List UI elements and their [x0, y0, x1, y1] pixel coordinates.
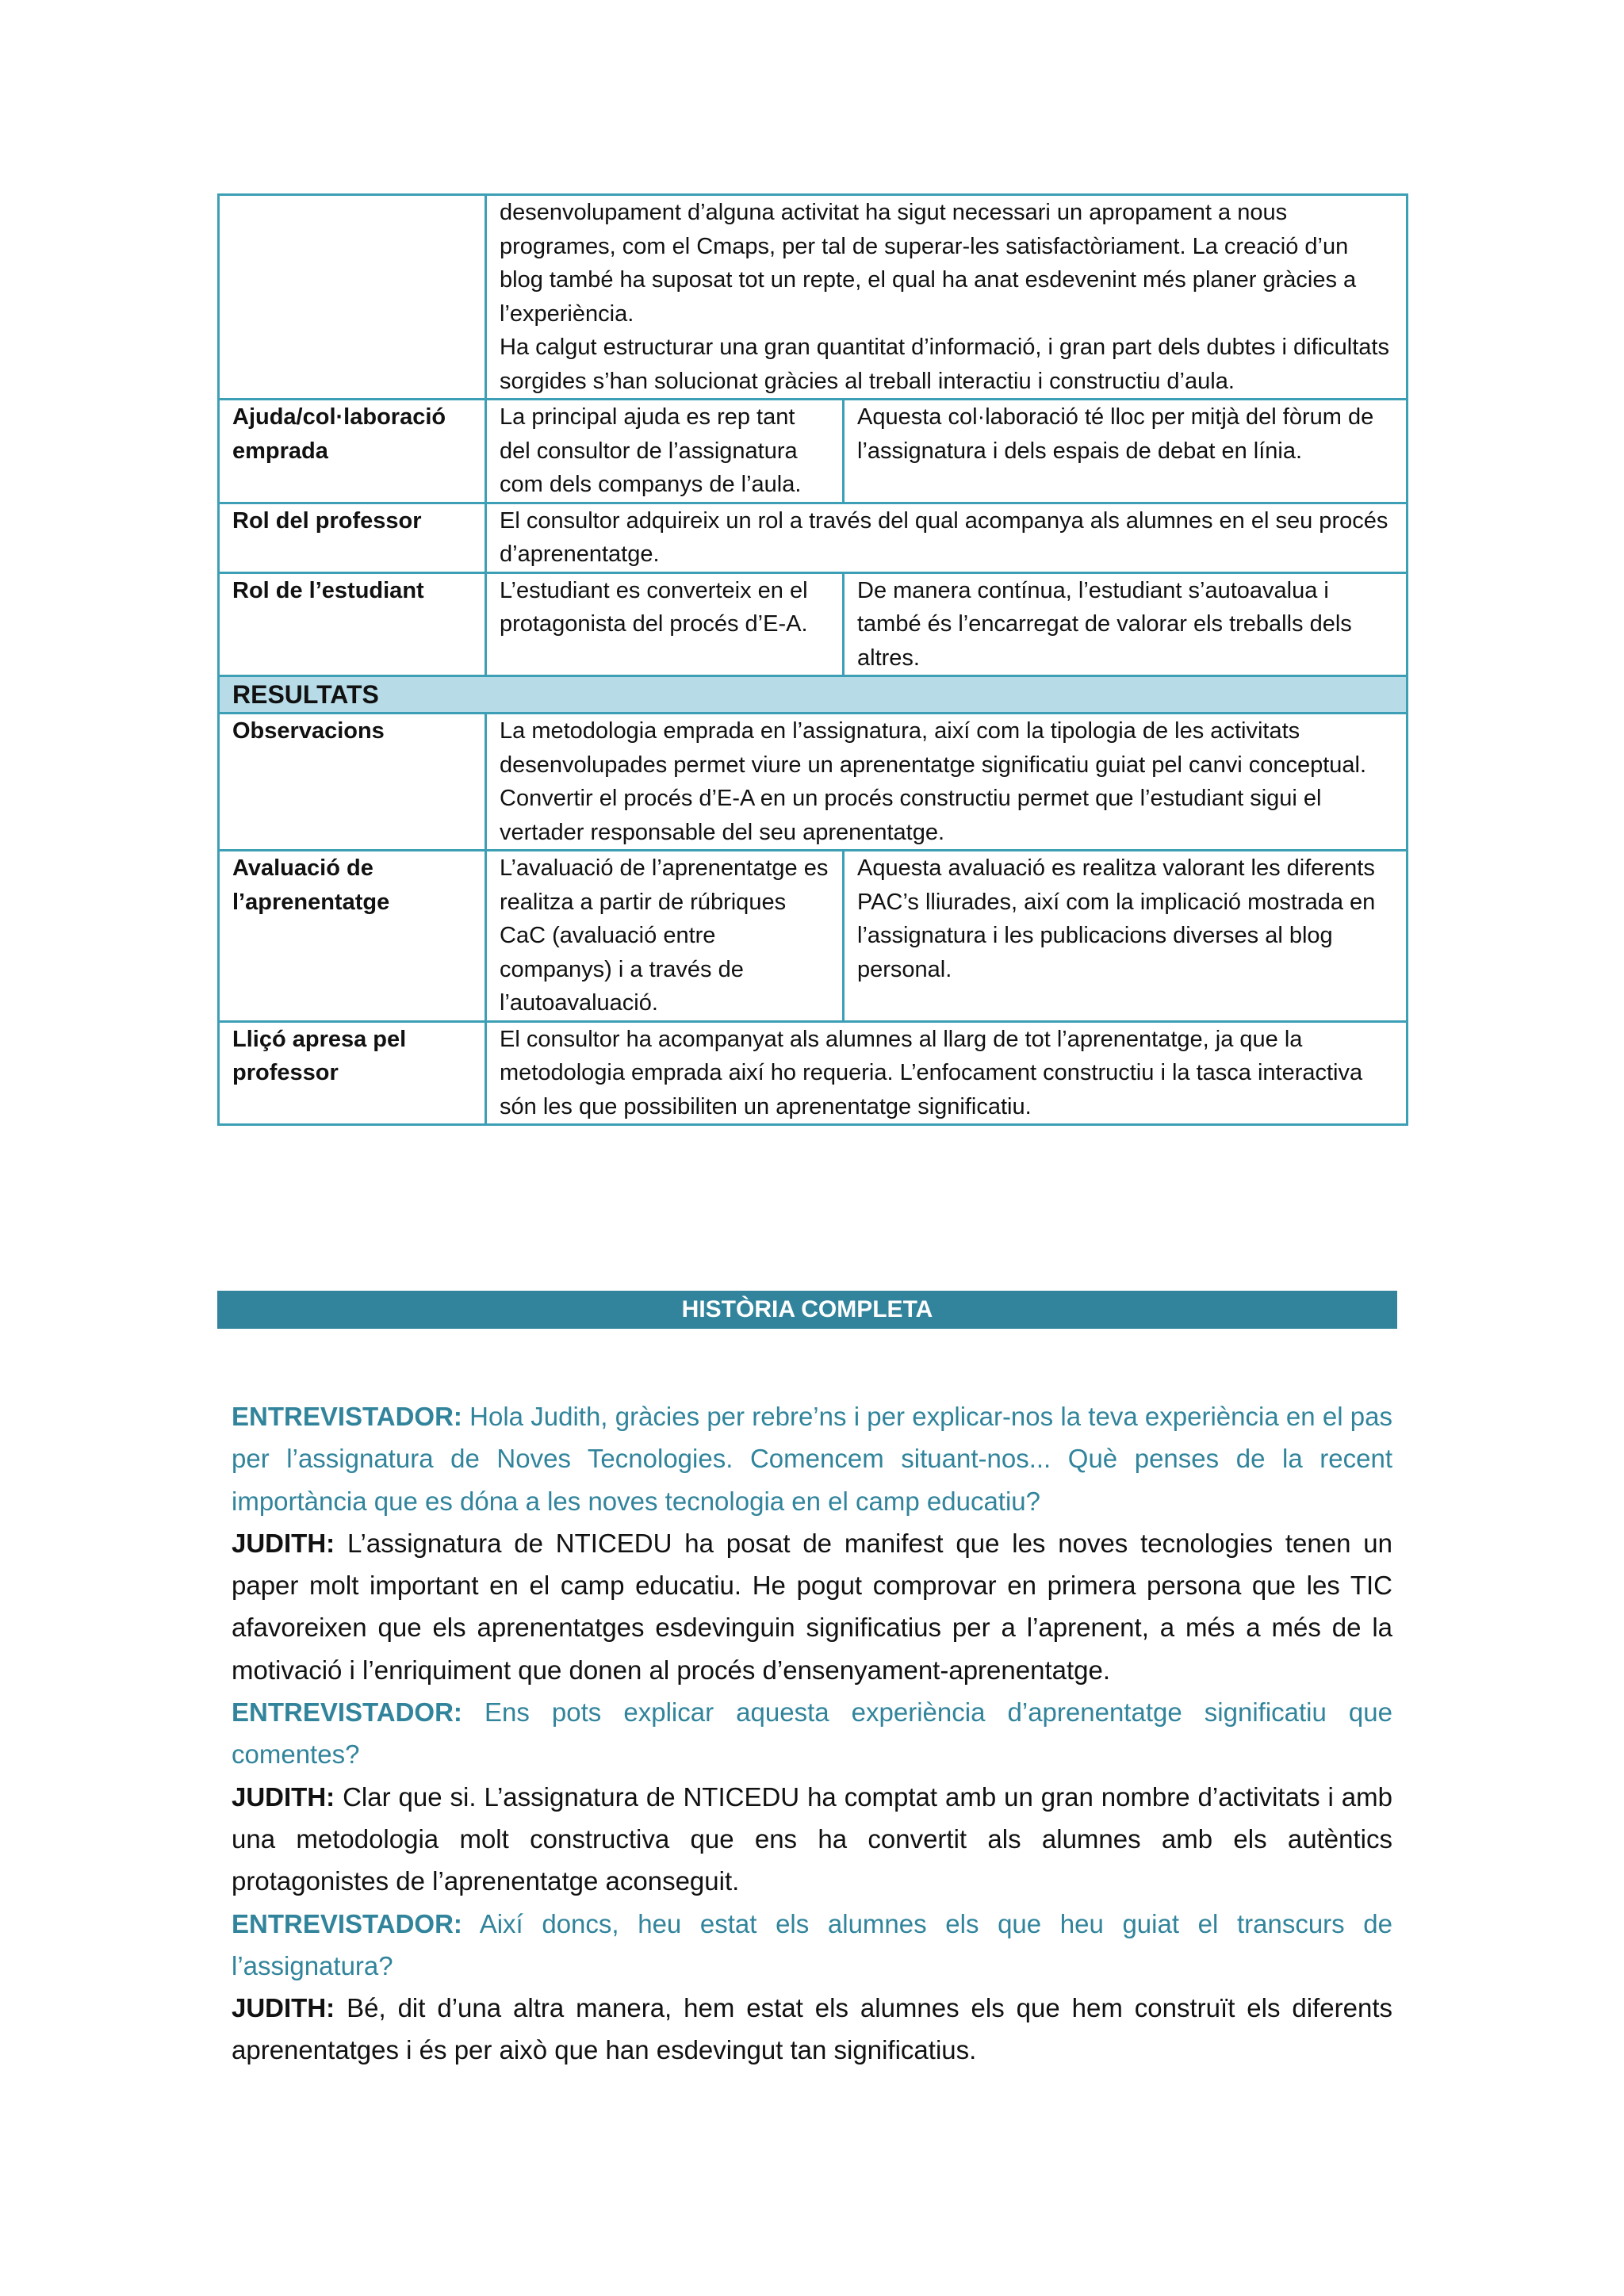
interviewer-paragraph [232, 1395, 1392, 1522]
speaker-label: JUDITH: [232, 1528, 335, 1558]
section-title: RESULTATS [219, 676, 1408, 714]
interview-text [232, 1395, 1392, 2072]
interviewee-paragraph [232, 1987, 1392, 2072]
paragraph-text: Hola Judith, gràcies per rebre’ns i per explicar-nos la teva experiència en el pas per l’assignatura de Noves Tecnologies. Comencem situant-nos... Què penses de la recent importància que es dóna a les noves tecnologia en el camp educatiu? [232, 1402, 1392, 1516]
interviewer-paragraph [232, 1903, 1392, 1988]
cell: De manera contínua, l’estudiant s’autoavalua i també és l’encarregat de valorar els treballs dels altres. [844, 572, 1408, 676]
cell: La metodologia emprada en l’assignatura, així com la tipologia de les activitats desenvolupades permet viure un aprenentatge significatiu guiat pel canvi conceptual. Convertir el procés d’E-A en un procés constructiu permet que l’estudiant sigui el vertader responsable del seu aprenentatge. [486, 714, 1408, 851]
continued-text: desenvolupament d’alguna activitat ha sigut necessari un apropament a nous programes, com el Cmaps, per tal de superar-les satisfactòriament. La creació d’un blog també ha suposat tot un repte, el qual ha anat esdevenint més planer gràcies a l’experiència. [500, 200, 1357, 327]
interviewee-paragraph [232, 1776, 1392, 1903]
speaker-label: ENTREVISTADOR: [232, 1402, 462, 1431]
speaker-label: ENTREVISTADOR: [232, 1908, 462, 1938]
paragraph-text: L’assignatura de NTICEDU ha posat de manifest que les noves tecnologies tenen un paper molt important en el camp educatiu. He pogut comprovar en primera persona que les TIC afavoreixen que els aprenentatges esdevinguin significatius per a l’aprenent, a més a més de la motivació i l’enriquiment que donen al procés d’ensenyament-aprenentatge. [232, 1528, 1392, 1685]
table-row [219, 851, 1408, 1022]
row-label: Rol del professor [219, 503, 486, 572]
paragraph-text: Clar que si. L’assignatura de NTICEDU ha comptat amb un gran nombre d’activitats i amb una metodologia molt constructiva que ens ha convertit als alumnes amb els autèntics protagonistes de l’aprenentatge aconseguit. [232, 1781, 1392, 1896]
speaker-label: JUDITH: [232, 1993, 335, 2023]
section-banner: HISTÒRIA COMPLETA [217, 1291, 1397, 1329]
table-row [219, 400, 1408, 503]
row-label: Avaluació de l’aprenentatge [219, 851, 486, 1022]
table-row [219, 1021, 1408, 1125]
speaker-label: ENTREVISTADOR: [232, 1697, 462, 1728]
empty-label-cell [219, 195, 486, 400]
table-row [219, 572, 1408, 676]
continued-cell [486, 195, 1408, 400]
table-row [219, 195, 1408, 400]
continued-text-2: Ha calgut estructurar una gran quantitat d’informació, i gran part dels dubtes i dificultats sorgides s’han solucionat gràcies al treball interactiu i constructiu d’aula. [500, 335, 1389, 394]
interviewer-paragraph [232, 1691, 1392, 1776]
cell: La principal ajuda es rep tant del consultor de l’assignatura com dels companys de l’aula. [486, 400, 844, 503]
cell: L’estudiant es converteix en el protagonista del procés d’E-A. [486, 572, 844, 676]
experience-table [217, 193, 1408, 1126]
cell: El consultor ha acompanyat als alumnes al llarg de tot l’aprenentatge, ja que la metodologia emprada així ho requeria. L’enfocament constructiu i la tasca interactiva són les que possibiliten un aprenentatge significatiu. [486, 1021, 1408, 1125]
speaker-label: JUDITH: [232, 1781, 335, 1812]
row-label: Lliçó apresa pel professor [219, 1021, 486, 1125]
cell: Aquesta col·laboració té lloc per mitjà del fòrum de l’assignatura i dels espais de debat en línia. [844, 400, 1408, 503]
paragraph-text: Bé, dit d’una altra manera, hem estat els alumnes els que hem construït els diferents aprenentatges i és per això que han esdevingut tan significatius. [232, 1993, 1392, 2065]
section-header-row [219, 676, 1408, 714]
cell: El consultor adquireix un rol a través del qual acompanya als alumnes en el seu procés d’aprenentatge. [486, 503, 1408, 572]
row-label: Rol de l’estudiant [219, 572, 486, 676]
row-label: Ajuda/col·laboració emprada [219, 400, 486, 503]
cell: L’avaluació de l’aprenentatge es realitza a partir de rúbriques CaC (avaluació entre companys) i a través de l’autoavaluació. [486, 851, 844, 1022]
table-row [219, 503, 1408, 572]
paragraph-text: Ens pots explicar aquesta experiència d’aprenentatge significatiu que comentes? [232, 1697, 1392, 1770]
interviewee-paragraph [232, 1522, 1392, 1691]
paragraph-text: Així doncs, heu estat els alumnes els que heu guiat el transcurs de l’assignatura? [232, 1908, 1392, 1980]
table-row [219, 714, 1408, 851]
cell: Aquesta avaluació es realitza valorant les diferents PAC’s lliurades, així com la implicació mostrada en l’assignatura i les publicacions diverses al blog personal. [844, 851, 1408, 1022]
row-label: Observacions [219, 714, 486, 851]
